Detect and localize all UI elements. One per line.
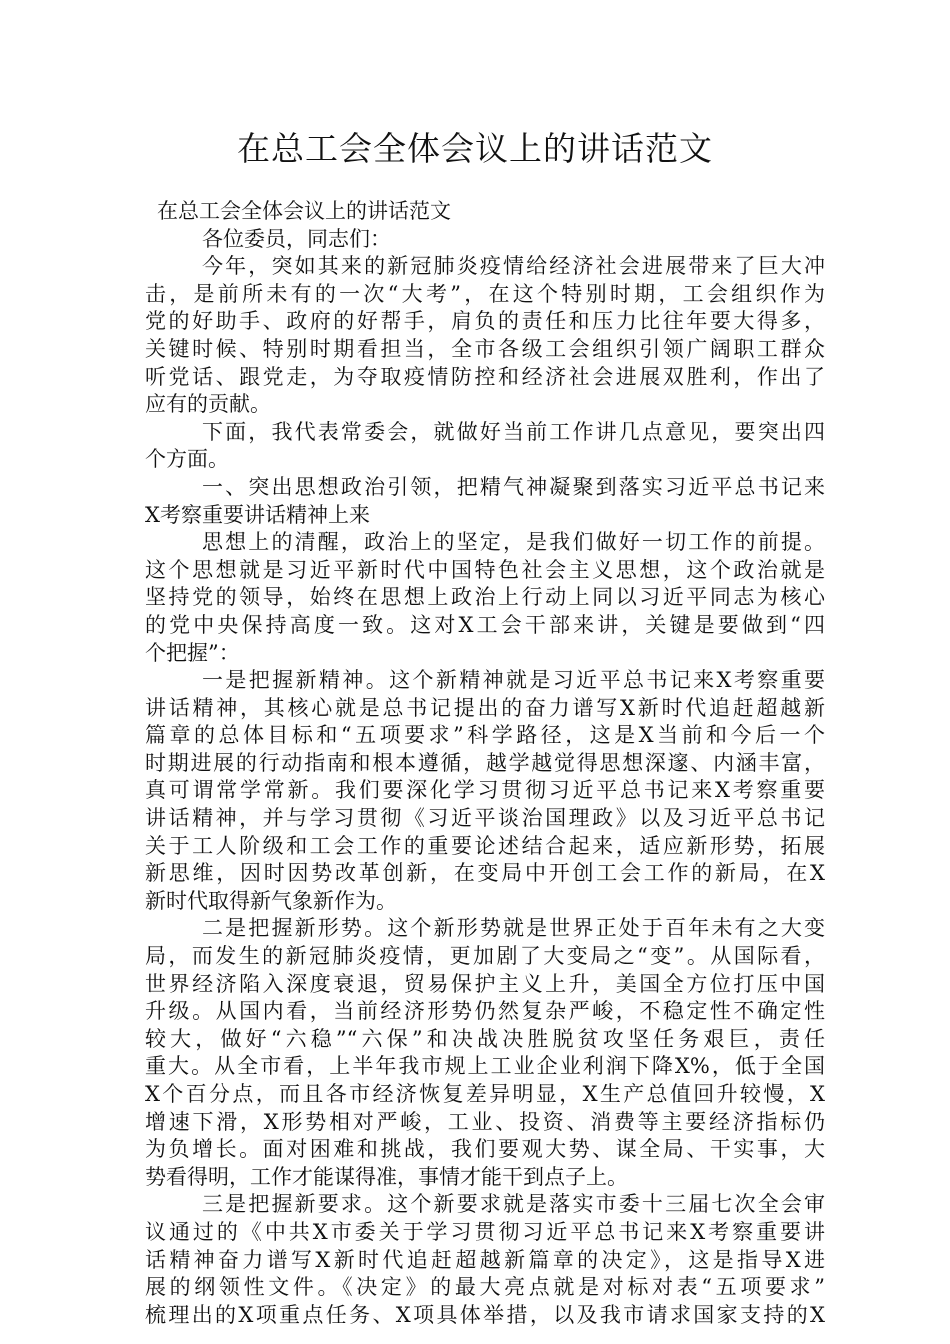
text-line: 在总工会全体会议上的讲话范文: [157, 199, 451, 223]
text-line: 各位委员，同志们：: [202, 226, 391, 251]
text-line: 梳理出的X项重点任务、X项具体举措，以及我市请求国家支持的X: [145, 1302, 825, 1327]
text-line: 这个思想就是习近平新时代中国特色社会主义思想，这个政治就是: [145, 557, 825, 582]
text-line: 下面，我代表常委会，就做好当前工作讲几点意见，要突出四: [202, 419, 825, 444]
text-line: 篇章的总体目标和“五项要求”科学路径，这是X当前和今后一个: [145, 723, 825, 748]
text-line: 的党中央保持高度一致。这对X工会干部来讲，关键是要做到“四: [145, 612, 825, 637]
text-line: 一是把握新精神。这个新精神就是习近平总书记来X考察重要: [202, 668, 825, 693]
text-line: 关键时候、特别时期看担当，全市各级工会组织引领广阔职工群众: [145, 336, 825, 361]
text-line: 坚持党的领导，始终在思想上政治上行动上同以习近平同志为核心: [145, 585, 825, 610]
text-line: 三是把握新要求。这个新要求就是落实市委十三届七次全会审: [202, 1192, 825, 1217]
text-line: X考察重要讲话精神上来: [145, 502, 370, 527]
text-line: 听党话、跟党走，为夺取疫情防控和经济社会进展双胜利，作出了: [145, 364, 825, 389]
text-line: 今年，突如其来的新冠肺炎疫情给经济社会进展带来了巨大冲: [202, 254, 825, 279]
text-line: 议通过的《中共X市委关于学习贯彻习近平总书记来X考察重要讲: [145, 1219, 825, 1244]
text-line: 讲话精神，其核心就是总书记提出的奋力谱写X新时代追赶超越新: [145, 695, 825, 720]
text-line: 较大，做好“六稳”“六保”和决战决胜脱贫攻坚任务艰巨，责任: [145, 1026, 825, 1051]
text-line: 展的纲领性文件。《决定》的最大亮点就是对标对表“五项要求”: [145, 1275, 825, 1300]
text-line: 增速下滑，X形势相对严峻，工业、投资、消费等主要经济指标仍: [145, 1109, 825, 1134]
text-line: 为负增长。面对困难和挑战，我们要观大势、谋全局、干实事，大: [145, 1137, 825, 1162]
text-line: 个方面。: [145, 447, 229, 472]
text-line: 真可谓常学常新。我们要深化学习贯彻习近平总书记来X考察重要: [145, 778, 825, 803]
text-line: 党的好助手、政府的好帮手，肩负的责任和压力比往年要大得多，: [145, 309, 825, 334]
text-line: 思想上的清醒，政治上的坚定，是我们做好一切工作的前提。: [202, 530, 825, 555]
text-line: 新思维，因时因势改革创新，在变局中开创工会工作的新局，在X: [145, 861, 825, 886]
text-line: 重大。从全市看，上半年我市规上工业企业利润下降X%，低于全国: [145, 1054, 825, 1079]
text-line: 话精神奋力谱写X新时代追赶超越新篇章的决定》，这是指导X进: [145, 1247, 825, 1272]
text-line: 二是把握新形势。这个新形势就是世界正处于百年未有之大变: [202, 916, 825, 941]
text-line: 新时代取得新气象新作为。: [145, 888, 397, 913]
text-line: 一、突出思想政治引领，把精气神凝聚到落实习近平总书记来: [202, 474, 825, 499]
document-body: [145, 198, 825, 1329]
text-line: X个百分点，而且各市经济恢复差异明显，X生产总值回升较慢，X: [145, 1082, 825, 1106]
document-title: 在总工会全体会议上的讲话范文: [237, 129, 713, 168]
text-line: 局，而发生的新冠肺炎疫情，更加剧了大变局之“变”。从国际看，: [145, 944, 825, 969]
text-line: 个把握”：: [145, 640, 240, 665]
text-line: 击，是前所未有的一次“大考”，在这个特别时期，工会组织作为: [145, 281, 825, 306]
text-line: 时期进展的行动指南和根本遵循，越学越觉得思想深邃、内涵丰富，: [145, 750, 825, 775]
text-line: 势看得明，工作才能谋得准，事情才能干到点子上。: [145, 1164, 628, 1189]
text-line: 应有的贡献。: [145, 392, 271, 417]
text-line: 讲话精神，并与学习贯彻《习近平谈治国理政》以及习近平总书记: [145, 806, 825, 831]
text-line: 升级。从国内看，当前经济形势仍然复杂严峻，不稳定性不确定性: [145, 999, 825, 1024]
text-line: 关于工人阶级和工会工作的重要论述结合起来，适应新形势，拓展: [145, 833, 825, 858]
text-line: 世界经济陷入深度衰退，贸易保护主义上升，美国全方位打压中国: [145, 971, 825, 996]
